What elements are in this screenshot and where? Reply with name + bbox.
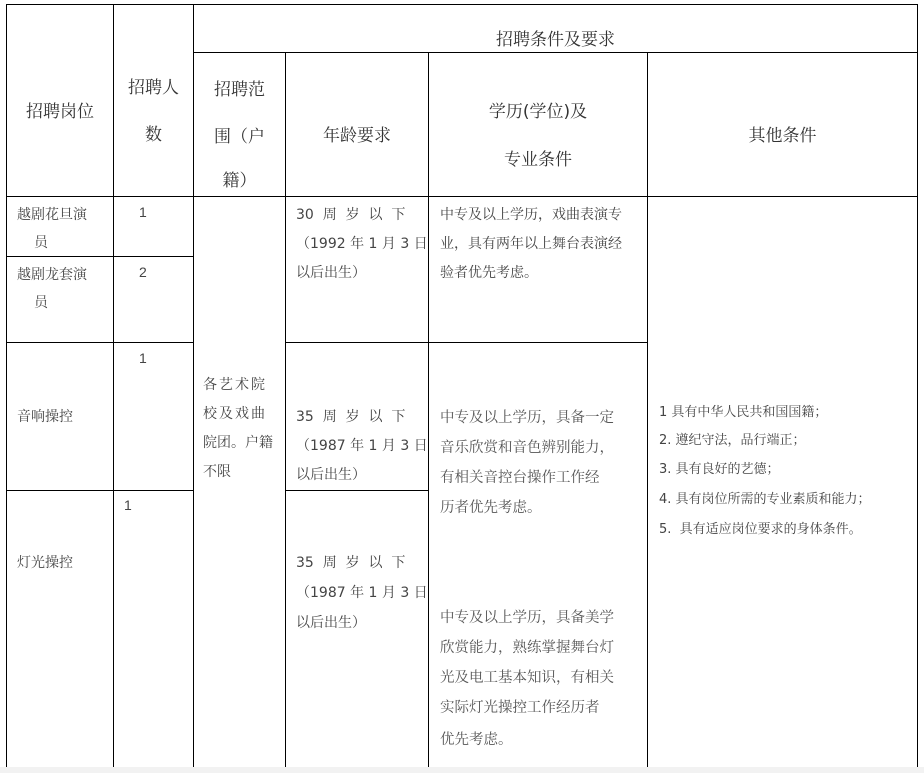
edu-2-line3: 有相关音控台操作工作经 <box>440 470 600 486</box>
header-count-line1: 招聘人 <box>128 78 179 98</box>
age-3-line2: （1987 年 1 月 3 日 <box>296 585 428 601</box>
count-longtao: 2 <box>139 264 147 280</box>
header-age: 年龄要求 <box>323 126 391 146</box>
scope-line2: 校及戏曲 <box>203 406 267 422</box>
count-huadan: 1 <box>139 204 147 220</box>
age-2-line2: （1987 年 1 月 3 日 <box>296 438 428 454</box>
grid-line <box>285 52 286 768</box>
grid-line <box>285 342 648 343</box>
other-condition-3: 3. 具有良好的艺德； <box>659 462 780 477</box>
edu-3-line3: 光及电工基本知识，有相关 <box>440 670 614 686</box>
header-scope-line2: 围（户 <box>214 127 265 147</box>
table-border-right <box>917 4 918 768</box>
other-condition-1: 1 具有中华人民共和国国籍； <box>659 405 828 420</box>
other-condition-5: 5. 具有适应岗位要求的身体条件。 <box>659 522 862 537</box>
edu-3-line5: 优先考虑。 <box>440 732 513 748</box>
age-3-line1: 35 周 岁 以 下 <box>296 555 406 571</box>
age-1-line3: 以后出生） <box>296 265 366 281</box>
header-post: 招聘岗位 <box>26 102 94 122</box>
post-longtao-line2: 员 <box>34 295 48 311</box>
scope-line4: 不限 <box>203 464 231 480</box>
post-longtao-line1: 越剧龙套演 <box>17 267 87 283</box>
edu-3-line1: 中专及以上学历，具备美学 <box>440 610 614 626</box>
age-2-line1: 35 周 岁 以 下 <box>296 409 406 425</box>
age-1-line2: （1992 年 1 月 3 日 <box>296 236 428 252</box>
grid-line <box>647 52 648 768</box>
grid-line <box>6 196 918 197</box>
edu-2-line1: 中专及以上学历，具备一定 <box>440 410 614 426</box>
header-edu-line2: 专业条件 <box>504 150 572 170</box>
grid-line <box>285 490 429 491</box>
age-2-line3: 以后出生） <box>296 467 366 483</box>
scope-line1: 各艺术院 <box>203 377 267 393</box>
edu-1-line3: 验者优先考虑。 <box>440 265 538 281</box>
grid-line <box>6 490 194 491</box>
post-huadan-line1: 越剧花旦演 <box>17 207 87 223</box>
edu-2-line2: 音乐欣赏和音色辨别能力， <box>440 440 614 456</box>
count-lighting: 1 <box>124 497 132 513</box>
age-3-line3: 以后出生） <box>296 615 366 631</box>
scope-line3: 院团。户籍 <box>203 435 273 451</box>
header-other: 其他条件 <box>748 126 817 146</box>
edu-1-line1: 中专及以上学历，戏曲表演专 <box>440 207 622 223</box>
other-condition-4: 4. 具有岗位所需的专业素质和能力； <box>659 492 871 507</box>
age-1-line1: 30 周 岁 以 下 <box>296 207 406 223</box>
grid-line <box>6 342 194 343</box>
post-lighting-control: 灯光操控 <box>17 555 73 571</box>
edu-3-line2: 欣赏能力，熟练掌握舞台灯 <box>440 640 614 656</box>
grid-line <box>113 4 114 768</box>
post-huadan-line2: 员 <box>34 235 48 251</box>
table-border-top <box>6 4 918 5</box>
header-count-line2: 数 <box>145 125 162 145</box>
grid-line <box>193 52 918 53</box>
header-scope-line3: 籍） <box>222 171 257 191</box>
edu-3-line4: 实际灯光操控工作经历者 <box>440 700 600 716</box>
page-bottom-strip <box>0 767 924 773</box>
other-condition-2: 2. 遵纪守法，品行端正； <box>659 433 806 448</box>
grid-line <box>6 256 194 257</box>
grid-line <box>193 4 194 768</box>
post-sound-control: 音响操控 <box>17 409 73 425</box>
edu-1-line2: 业，具有两年以上舞台表演经 <box>440 236 622 252</box>
header-conditions: 招聘条件及要求 <box>496 30 615 50</box>
header-scope-line1: 招聘范 <box>214 80 265 100</box>
edu-2-line4: 历者优先考虑。 <box>440 500 542 516</box>
count-sound: 1 <box>139 350 147 366</box>
header-edu-line1: 学历(学位)及 <box>488 102 588 122</box>
